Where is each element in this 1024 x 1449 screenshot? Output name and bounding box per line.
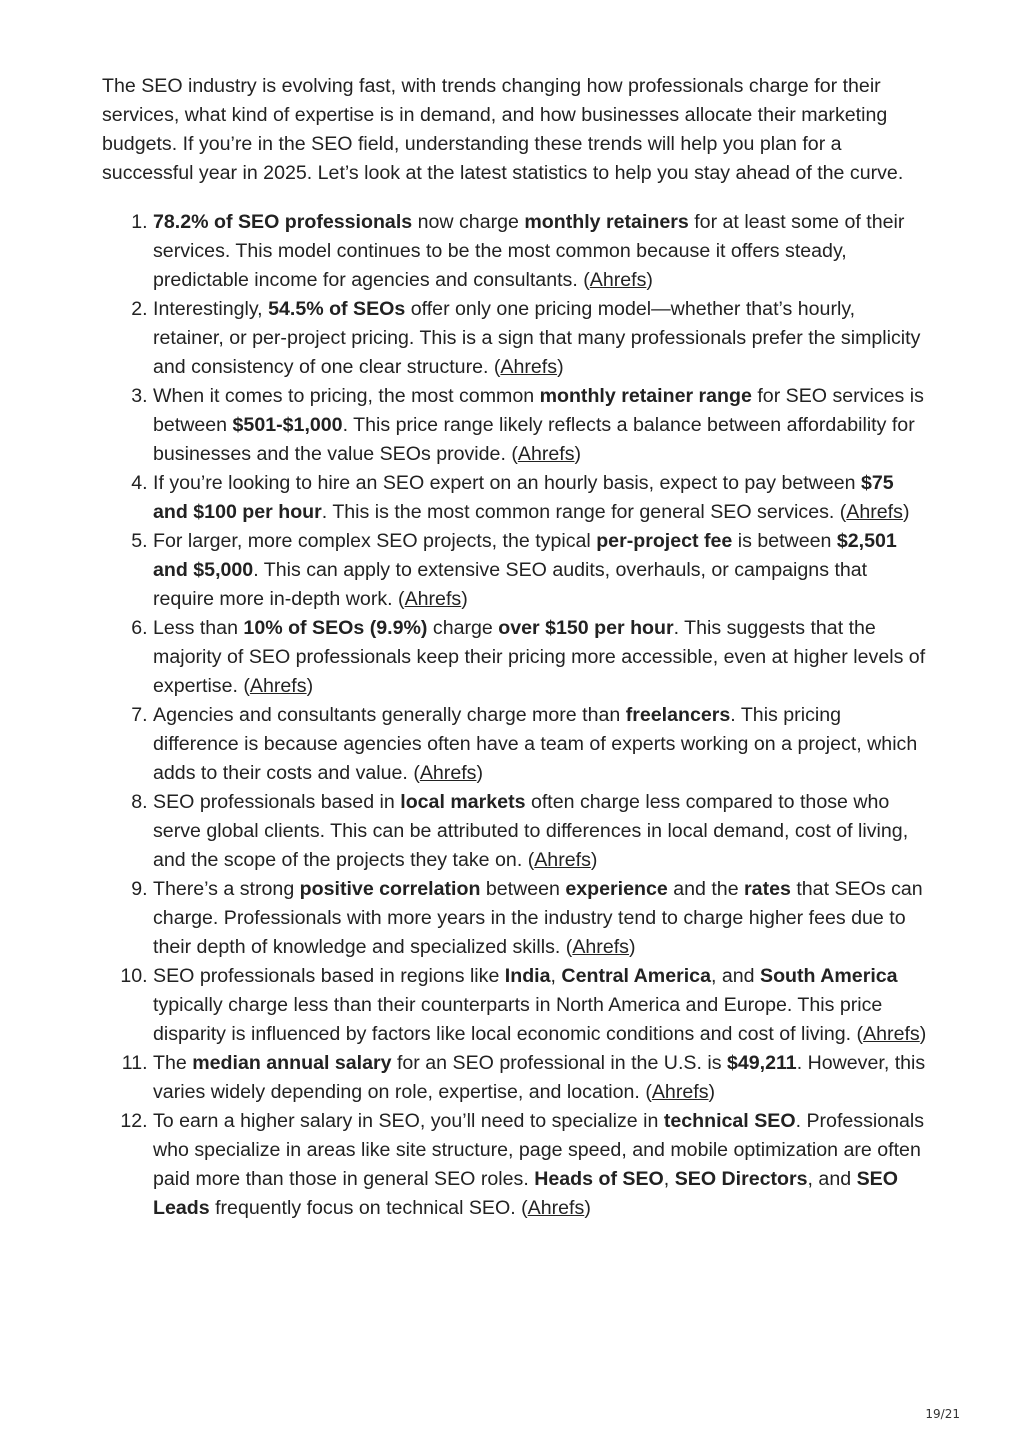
body-text: ) bbox=[461, 588, 468, 610]
source-link[interactable]: Ahrefs bbox=[249, 675, 307, 697]
highlight-text: monthly retainer range bbox=[539, 385, 752, 407]
highlight-text: over $150 per hour bbox=[498, 617, 674, 639]
highlight-text: monthly retainers bbox=[524, 211, 689, 233]
highlight-text: India bbox=[504, 965, 551, 987]
source-link[interactable]: Ahrefs bbox=[500, 356, 558, 378]
body-text: . This suggests that the majority of SEO professionals keep their pricing more accessible, even at higher levels of expertise. ( bbox=[153, 617, 926, 697]
list-item bbox=[153, 382, 928, 469]
highlight-text: 10% of SEOs (9.9%) bbox=[243, 617, 428, 639]
highlight-text: freelancers bbox=[625, 704, 731, 726]
body-text: , and bbox=[710, 965, 761, 987]
list-item bbox=[153, 875, 928, 962]
highlight-text: $75 and $100 per hour bbox=[153, 472, 894, 523]
source-link[interactable]: Ahrefs bbox=[863, 1023, 920, 1045]
source-link[interactable]: Ahrefs bbox=[846, 501, 903, 523]
list-item bbox=[153, 527, 928, 614]
body-text: between bbox=[480, 878, 566, 900]
body-text: The bbox=[153, 1052, 193, 1074]
list-item bbox=[153, 1107, 928, 1223]
body-text: SEO professionals based in bbox=[153, 791, 401, 813]
highlight-text: $501-$1,000 bbox=[232, 414, 343, 436]
body-text: SEO professionals based in regions like bbox=[153, 965, 505, 987]
highlight-text: Central America bbox=[561, 965, 711, 987]
list-item bbox=[153, 788, 928, 875]
highlight-text: SEO Leads bbox=[153, 1168, 898, 1219]
source-link[interactable]: Ahrefs bbox=[517, 443, 575, 465]
body-text: . This can apply to extensive SEO audits, overhauls, or campaigns that require more in-depth work. ( bbox=[153, 559, 868, 610]
body-text: For larger, more complex SEO projects, the typical bbox=[153, 530, 597, 552]
body-text: Agencies and consultants generally charge more than bbox=[153, 704, 626, 726]
body-text: If you’re looking to hire an SEO expert on an hourly basis, expect to pay between bbox=[153, 472, 861, 494]
body-text: offer only one pricing model—whether that’s hourly, retainer, or per-project pricing. This is a sign that many professionals prefer the simplicity and consistency of one clear structure. ( bbox=[153, 298, 921, 378]
body-text: ) bbox=[306, 675, 314, 697]
highlight-text: median annual salary bbox=[192, 1052, 392, 1074]
highlight-text: $2,501 and $5,000 bbox=[153, 530, 897, 581]
list-item bbox=[153, 1049, 928, 1107]
source-link[interactable]: Ahrefs bbox=[419, 762, 477, 784]
highlight-text: positive correlation bbox=[299, 878, 481, 900]
highlight-text: Heads of SEO bbox=[534, 1168, 664, 1190]
list-item bbox=[153, 701, 928, 788]
article-body bbox=[102, 72, 928, 1223]
list-item bbox=[153, 614, 928, 701]
body-text: ) bbox=[590, 849, 598, 871]
highlight-text: 54.5% of SEOs bbox=[268, 298, 406, 320]
body-text: Interestingly, bbox=[153, 298, 269, 320]
page-number: 19/21 bbox=[925, 1407, 960, 1421]
list-item bbox=[153, 962, 928, 1049]
highlight-text: local markets bbox=[400, 791, 526, 813]
body-text: . Professionals who specialize in areas like site structure, page speed, and mobile optimization are often paid more than those in general SEO roles. bbox=[153, 1110, 925, 1190]
body-text: . This price range likely reflects a balance between affordability for businesses and the value SEOs provide. ( bbox=[153, 414, 915, 465]
body-text: for at least some of their services. This model continues to be the most common because it offers steady, predictable income for agencies and consultants. ( bbox=[153, 211, 905, 291]
body-text: When it comes to pricing, the most common bbox=[153, 385, 540, 407]
body-text: and the bbox=[667, 878, 745, 900]
source-link[interactable]: Ahrefs bbox=[651, 1081, 709, 1103]
body-text: for an SEO professional in the U.S. is bbox=[391, 1052, 727, 1074]
body-text: often charge less compared to those who serve global clients. This can be attributed to differences in local demand, cost of living, and the scope of the projects they take on. ( bbox=[153, 791, 909, 871]
highlight-text: rates bbox=[744, 878, 791, 900]
body-text: ) bbox=[476, 762, 484, 784]
body-text: for SEO services is between bbox=[153, 385, 924, 436]
body-text: ) bbox=[628, 936, 636, 958]
body-text: To earn a higher salary in SEO, you’ll need to specialize in bbox=[153, 1110, 664, 1132]
body-text: that SEOs can charge. Professionals with more years in the industry tend to charge higher fees due to their depth of knowledge and specialized skills. ( bbox=[153, 878, 923, 958]
statistics-list bbox=[102, 208, 928, 1223]
body-text: charge bbox=[427, 617, 499, 639]
body-text: ) bbox=[584, 1197, 591, 1219]
highlight-text: South America bbox=[760, 965, 898, 987]
body-text: , and bbox=[807, 1168, 857, 1190]
body-text: frequently focus on technical SEO. ( bbox=[209, 1197, 528, 1219]
body-text: now charge bbox=[412, 211, 525, 233]
body-text: ) bbox=[646, 269, 653, 291]
body-text: typically charge less than their counterparts in North America and Europe. This price disparity is influenced by factors like local economic conditions and cost of living. ( bbox=[153, 994, 883, 1045]
source-link[interactable]: Ahrefs bbox=[572, 936, 629, 958]
highlight-text: technical SEO bbox=[663, 1110, 796, 1132]
list-item bbox=[153, 469, 928, 527]
body-text: ) bbox=[902, 501, 910, 523]
source-link[interactable]: Ahrefs bbox=[534, 849, 591, 871]
body-text: is between bbox=[732, 530, 837, 552]
list-item bbox=[153, 208, 928, 295]
source-link[interactable]: Ahrefs bbox=[527, 1197, 585, 1219]
body-text: ) bbox=[574, 443, 582, 465]
body-text: Less than bbox=[153, 617, 244, 639]
body-text: ) bbox=[919, 1023, 927, 1045]
body-text: There’s a strong bbox=[153, 878, 300, 900]
highlight-text: per-project fee bbox=[596, 530, 733, 552]
source-link[interactable]: Ahrefs bbox=[404, 588, 462, 610]
source-link[interactable]: Ahrefs bbox=[589, 269, 647, 291]
list-item bbox=[153, 295, 928, 382]
highlight-text: SEO Directors bbox=[674, 1168, 808, 1190]
body-text: . However, this varies widely depending on role, expertise, and location. ( bbox=[153, 1052, 926, 1103]
highlight-text: 78.2% of SEO professionals bbox=[153, 211, 413, 233]
body-text: , bbox=[663, 1168, 675, 1190]
body-text: ) bbox=[557, 356, 564, 378]
body-text: . This is the most common range for general SEO services. ( bbox=[321, 501, 847, 523]
body-text: , bbox=[550, 965, 562, 987]
highlight-text: $49,211 bbox=[726, 1052, 797, 1074]
highlight-text: experience bbox=[565, 878, 668, 900]
body-text: ) bbox=[708, 1081, 716, 1103]
body-text: . This pricing difference is because agencies often have a team of experts working on a project, which adds to their costs and value. ( bbox=[153, 704, 918, 784]
intro-paragraph: The SEO industry is evolving fast, with trends changing how professionals charge for their services, what kind of expertise is in demand, and how businesses allocate their marketing budgets. If you’re in the SEO field, understanding these trends will help you plan for a successful year in 2025. Let’s look at the latest statistics to help you stay ahead of the curve. bbox=[102, 75, 904, 184]
